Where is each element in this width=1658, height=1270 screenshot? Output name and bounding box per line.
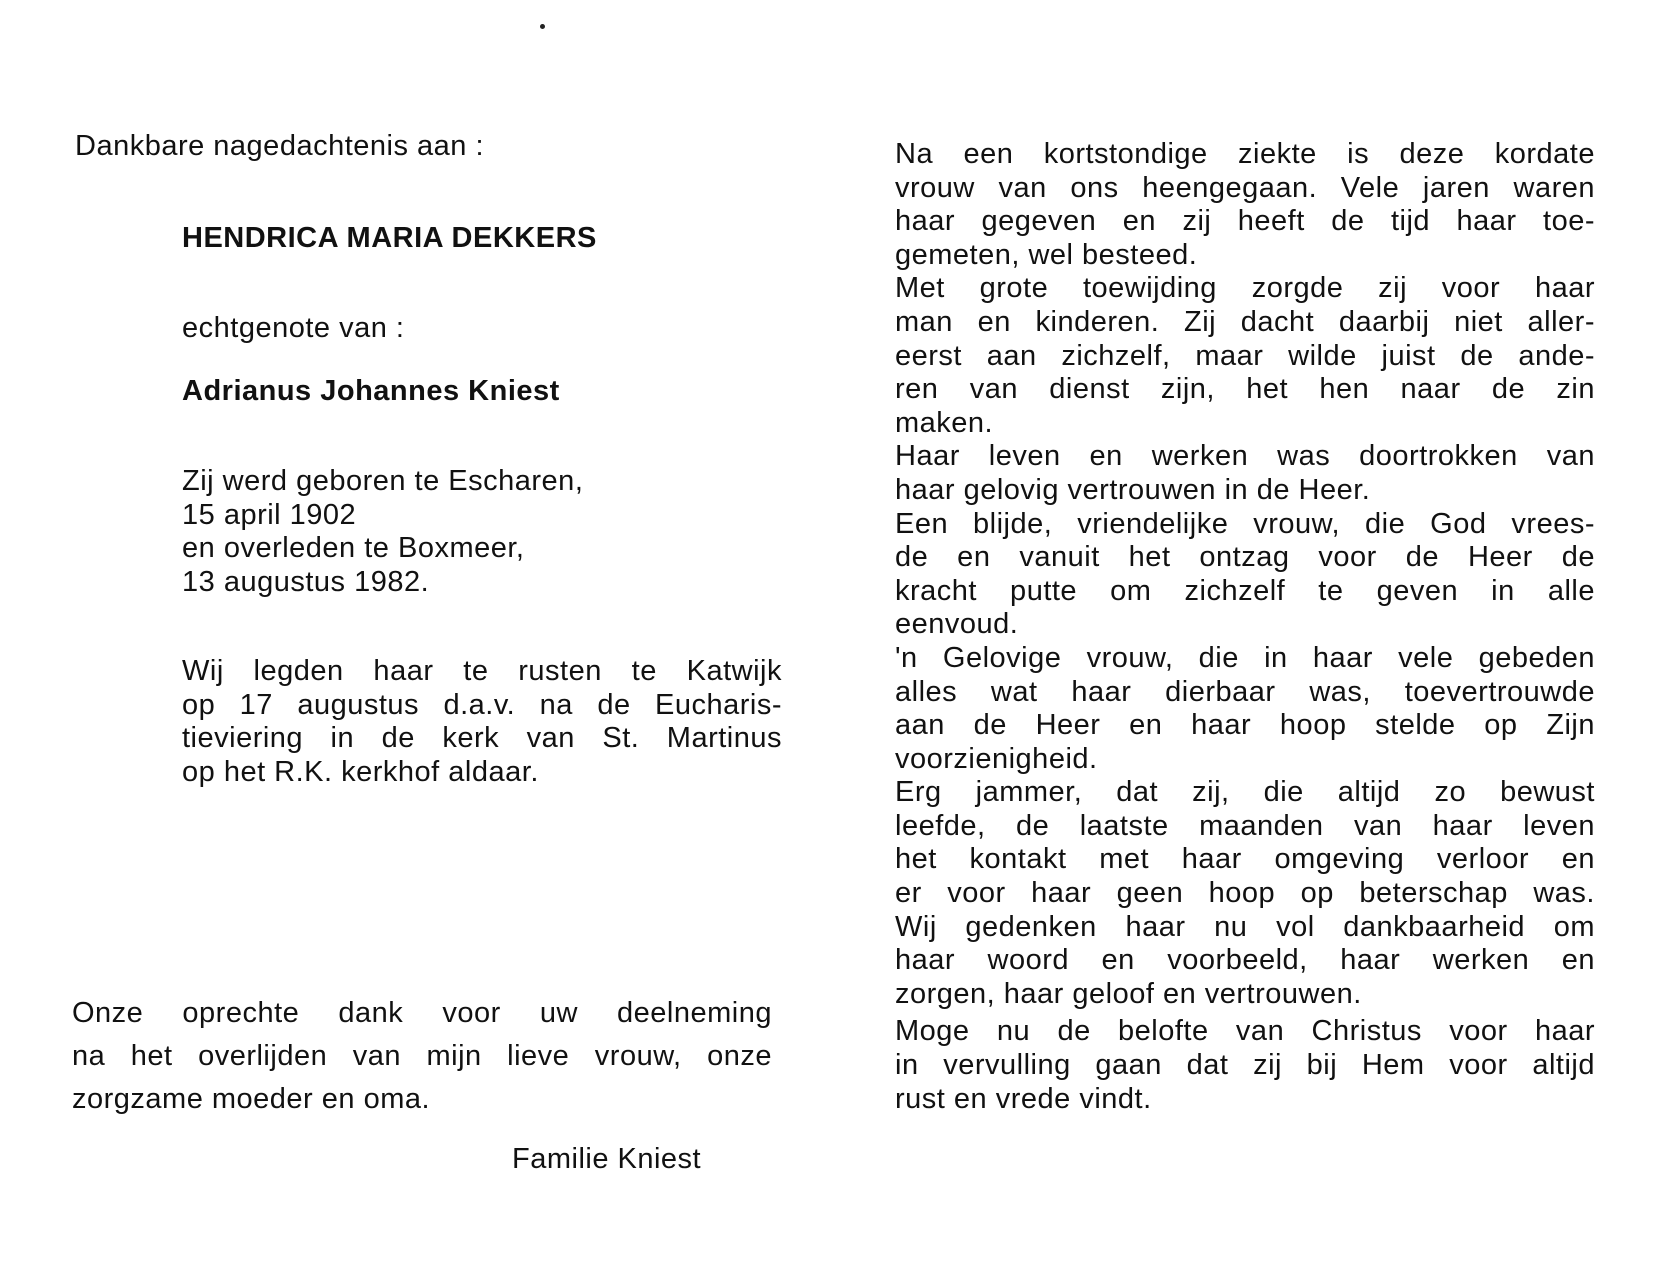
deceased-name-text: HENDRICA MARIA DEKKERS (182, 222, 597, 254)
burial-block (182, 655, 782, 789)
tribute-paragraph (895, 642, 1595, 776)
tribute-line: Moge nu de belofte van Christus voor haar (895, 1015, 1595, 1048)
tribute-line: maken. (895, 406, 994, 439)
spouse-label (182, 312, 404, 346)
birth-death-line: 13 augustus 1982. (182, 565, 430, 598)
tribute-line: vrouw van ons heengegaan. Vele jaren waren (895, 171, 1595, 204)
tribute-line: het kontakt met haar omgeving verloor en (895, 843, 1595, 876)
tribute-line: alles wat haar dierbaar was, toevertrouwde (895, 675, 1595, 708)
tribute-line: gemeten, wel besteed. (895, 238, 1198, 271)
tribute-paragraph (895, 776, 1595, 1011)
tribute-line: voorzienigheid. (895, 742, 1098, 775)
thanks-block (72, 992, 772, 1121)
tribute-line: de en vanuit het ontzag voor de Heer de (895, 541, 1595, 574)
tribute-line: ren van dienst zijn, het hen naar de zin (895, 373, 1595, 406)
burial-line: op het R.K. kerkhof aldaar. (182, 755, 539, 788)
burial-line: op 17 augustus d.a.v. na de Eucharis- (182, 688, 782, 721)
tribute-line: eenvoud. (895, 608, 1019, 641)
tribute-line: Een blijde, vriendelijke vrouw, die God vrees- (895, 507, 1595, 540)
tribute-paragraph (895, 272, 1595, 440)
birth-death-line: Zij werd geboren te Escharen, (182, 465, 584, 497)
tribute-line: Erg jammer, dat zij, die altijd zo bewust (895, 776, 1595, 809)
print-speck (540, 24, 545, 29)
tribute-line: eerst aan zichzelf, maar wilde juist de ande- (895, 339, 1595, 372)
spouse-label-text: echtgenote van : (182, 312, 405, 344)
thanks-line: na het overlijden van mijn lieve vrouw, onze (72, 1040, 772, 1072)
signature-text: Familie Kniest (512, 1143, 702, 1175)
tribute-paragraph (895, 440, 1595, 507)
tribute-line: rust en vrede vindt. (895, 1082, 1152, 1115)
tribute-line: haar gegeven en zij heeft de tijd haar toe- (895, 205, 1595, 238)
tribute-line: Met grote toewijding zorgde zij voor haar (895, 272, 1595, 305)
birth-death-line: en overleden te Boxmeer, (182, 532, 525, 565)
spouse-name (182, 375, 560, 409)
thanks-line: Onze oprechte dank voor uw deelneming (72, 997, 772, 1029)
tribute-line: zorgen, haar geloof en vertrouwen. (895, 977, 1362, 1010)
tribute-text-column (895, 138, 1595, 1116)
tribute-line: kracht putte om zichzelf te geven in alle (895, 574, 1595, 607)
deceased-name (182, 222, 597, 256)
intro-text: Dankbare nagedachtenis aan : (75, 130, 485, 162)
tribute-paragraph (895, 138, 1595, 272)
tribute-paragraph (895, 508, 1595, 642)
thanks-line: zorgzame moeder en oma. (72, 1083, 431, 1115)
birth-death-line: 15 april 1902 (182, 498, 357, 531)
tribute-line: aan de Heer en haar hoop stelde op Zijn (895, 709, 1595, 742)
intro-heading (75, 130, 484, 164)
tribute-line: haar woord en voorbeeld, haar werken en (895, 944, 1595, 977)
tribute-line: haar gelovig vertrouwen in de Heer. (895, 473, 1371, 506)
burial-line: tieviering in de kerk van St. Martinus (182, 722, 782, 755)
tribute-line: man en kinderen. Zij dacht daarbij niet aller- (895, 305, 1595, 338)
burial-line: Wij legden haar te rusten te Katwijk (182, 655, 782, 687)
tribute-line: Wij gedenken haar nu vol dankbaarheid om (895, 910, 1595, 943)
tribute-line: Haar leven en werken was doortrokken van (895, 440, 1595, 473)
tribute-line: 'n Gelovige vrouw, die in haar vele gebeden (895, 641, 1595, 674)
tribute-line: in vervulling gaan dat zij bij Hem voor altijd (895, 1049, 1595, 1082)
signature (512, 1143, 701, 1177)
tribute-line: leefde, de laatste maanden van haar leven (895, 809, 1595, 842)
spouse-name-text: Adrianus Johannes Kniest (182, 375, 560, 407)
birth-death-block (182, 465, 583, 599)
tribute-paragraph (895, 1015, 1595, 1116)
tribute-line: er voor haar geen hoop op beterschap was. (895, 877, 1595, 910)
tribute-line: Na een kortstondige ziekte is deze kordate (895, 138, 1595, 170)
